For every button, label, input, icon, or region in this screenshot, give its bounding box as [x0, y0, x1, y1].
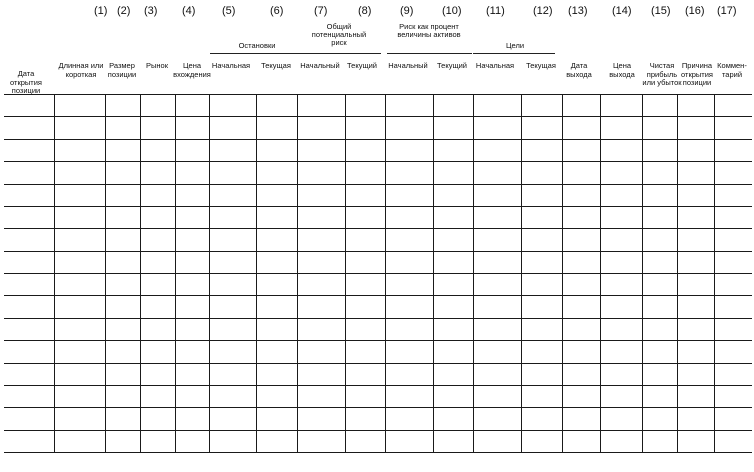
column-number-13: (13): [568, 5, 588, 17]
header-total-risk-initial: Начальный: [300, 61, 340, 70]
column-number-6: (6): [270, 5, 284, 17]
column-number-10: (10): [442, 5, 462, 17]
group-header-targets: Цели: [505, 41, 525, 50]
column-number-17: (17): [717, 5, 737, 17]
header-targets-current: Текущая: [526, 61, 556, 70]
column-number-8: (8): [358, 5, 372, 17]
header-entry-price: Цена вхождения: [173, 61, 211, 79]
header-exit-price: Цена выхода: [609, 61, 635, 79]
header-targets-initial: Начальная: [475, 61, 515, 70]
column-number-11: (11): [486, 5, 505, 17]
header-risk-percent-current: Текущий: [437, 61, 467, 70]
header-market: Рынок: [146, 61, 168, 70]
header-risk-percent-initial: Начальный: [388, 61, 428, 70]
column-number-16: (16): [685, 5, 705, 17]
column-number-9: (9): [400, 5, 414, 17]
column-number-12: (12): [533, 5, 553, 17]
header-net-profit-loss: Чистая прибыль или убыток: [642, 61, 682, 87]
header-position-size: Размер позиции: [107, 61, 137, 79]
header-stops-current: Текущая: [261, 61, 291, 70]
header-comment: Коммен-тарий: [717, 61, 747, 79]
column-number-3: (3): [144, 5, 158, 17]
header-open-reason: Причина открытия позиции: [681, 61, 713, 87]
header-total-risk-current: Текущий: [347, 61, 377, 70]
header-open-date: Дата открытия позиции: [10, 69, 42, 95]
column-number-15: (15): [651, 5, 671, 17]
column-number-1: (1): [94, 5, 108, 17]
header-stops-initial: Начальная: [211, 61, 251, 70]
column-number-14: (14): [612, 5, 632, 17]
group-header-total-risk: Общий потенциальный риск: [311, 22, 367, 47]
header-exit-date: Дата выхода: [566, 61, 592, 79]
header-long-short: Длинная или короткая: [58, 61, 104, 79]
column-number-7: (7): [314, 5, 328, 17]
group-header-stops: Остановки: [238, 41, 276, 50]
column-number-2: (2): [117, 5, 131, 17]
column-number-5: (5): [222, 5, 236, 17]
group-header-risk-percent: Риск как процент величины активов: [397, 22, 461, 39]
column-number-4: (4): [182, 5, 196, 17]
